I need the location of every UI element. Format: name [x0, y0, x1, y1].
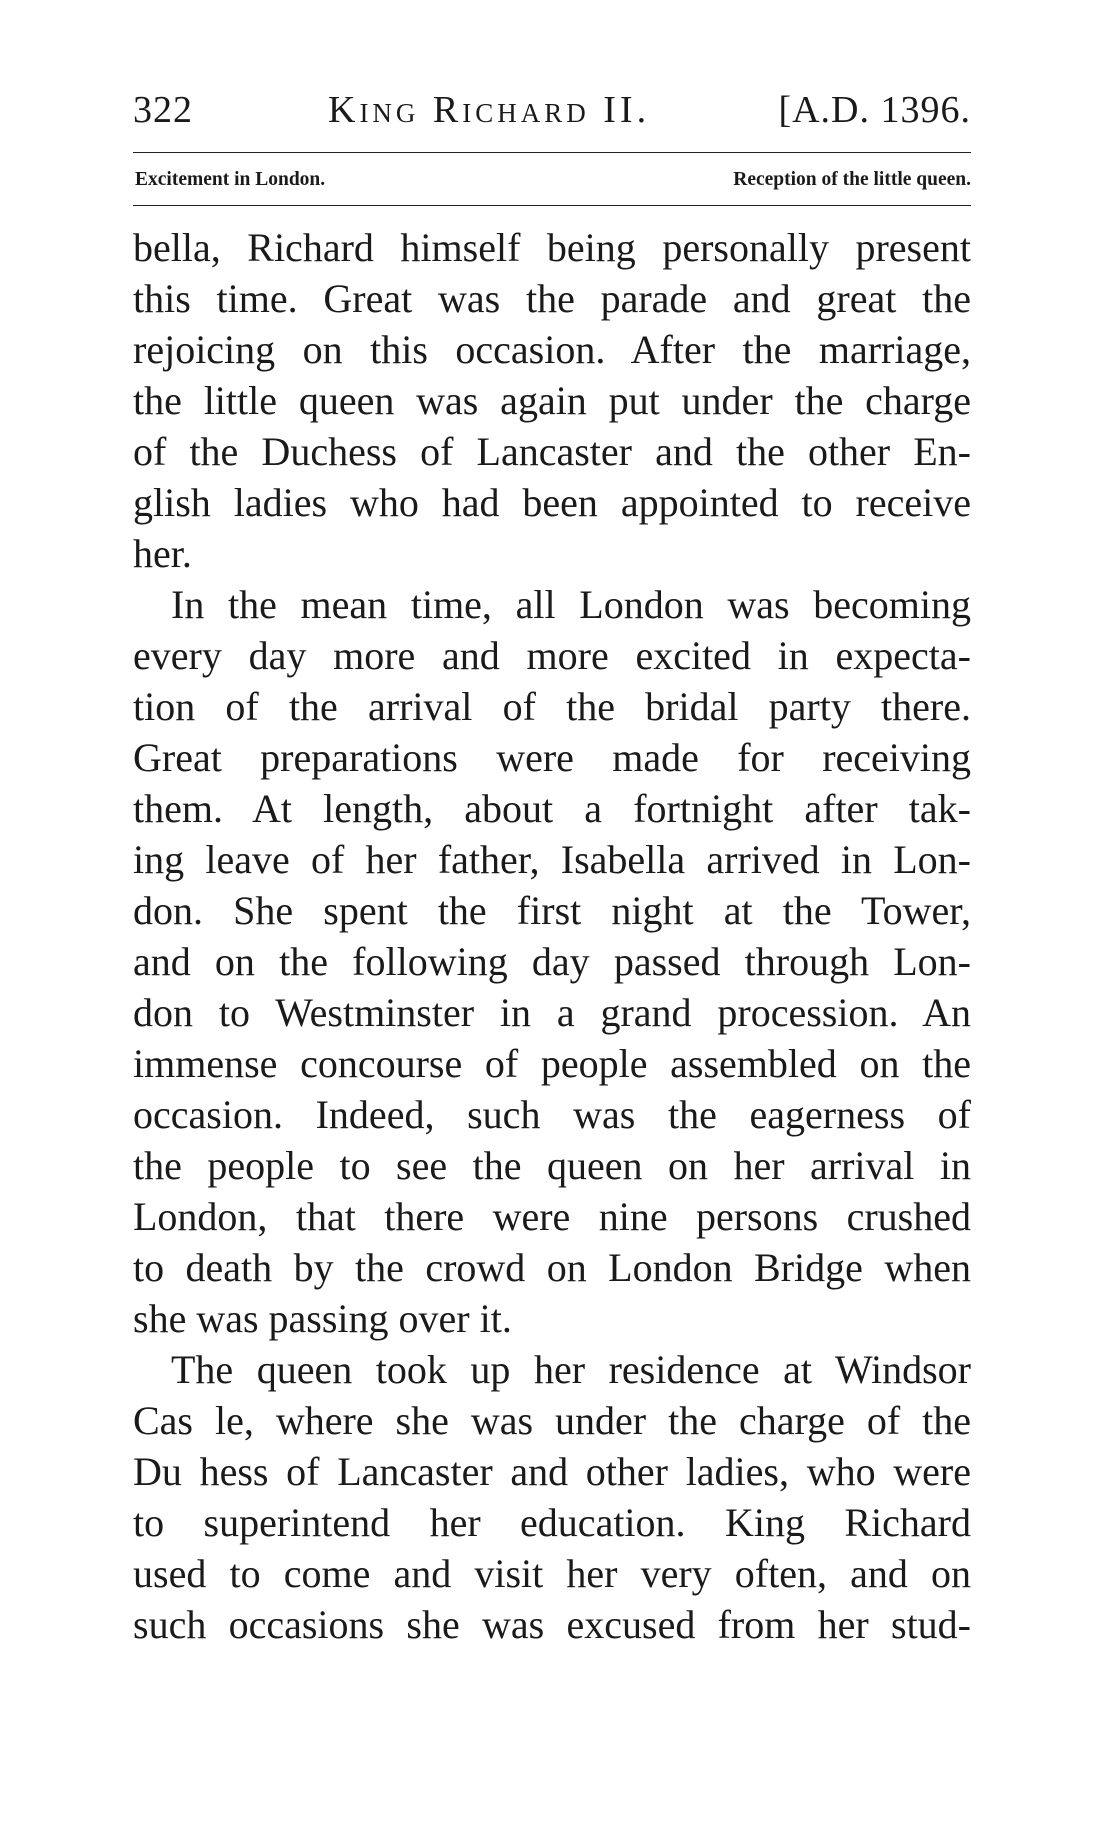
text-line: ing leave of her father, Isabella arrived in Lon-	[133, 837, 971, 882]
text-line: them. At length, about a fortnight after tak-	[133, 786, 971, 831]
header-rule-bottom	[133, 205, 971, 206]
text-line: rejoicing on this occasion. After the marriage,	[133, 327, 971, 372]
text-line: occasion. Indeed, such was the eagerness of	[133, 1092, 971, 1137]
running-date: [A.D. 1396.	[778, 89, 971, 131]
text-line: used to come and visit her very often, and on	[133, 1551, 971, 1596]
text-line: Du hess of Lancaster and other ladies, who were	[133, 1449, 971, 1494]
text-line: this time. Great was the parade and great the	[133, 276, 971, 321]
running-head	[133, 88, 971, 138]
running-title: King Richard II.	[328, 89, 651, 131]
body-text	[133, 222, 971, 1650]
text-line: tion of the arrival of the bridal party there.	[133, 684, 971, 729]
side-headings	[133, 163, 971, 197]
text-line: the people to see the queen on her arrival in	[133, 1143, 971, 1188]
text-line: Great preparations were made for receiving	[133, 735, 971, 780]
text-line: bella, Richard himself being personally present	[133, 225, 971, 270]
text-line: to death by the crowd on London Bridge when	[133, 1245, 971, 1290]
text-line: her.	[133, 531, 192, 576]
page-number: 322	[133, 89, 193, 131]
side-heading-left: Excitement in London.	[135, 169, 326, 190]
text-line: the little queen was again put under the charge	[133, 378, 971, 423]
text-line: of the Duchess of Lancaster and the other En-	[133, 429, 971, 474]
text-line: glish ladies who had been appointed to receive	[133, 480, 971, 525]
text-line: In the mean time, all London was becoming	[171, 582, 971, 627]
side-heading-right: Reception of the little queen.	[733, 169, 971, 190]
text-line: to superintend her education. King Richard	[133, 1500, 971, 1545]
text-line: The queen took up her residence at Windsor	[171, 1347, 971, 1392]
text-line: she was passing over it.	[133, 1296, 512, 1341]
text-line: don. She spent the first night at the Tower,	[133, 888, 971, 933]
text-line: such occasions she was excused from her stud-	[133, 1602, 971, 1647]
text-line: don to Westminster in a grand procession. An	[133, 990, 971, 1035]
header-rule-top	[133, 152, 971, 153]
text-line: London, that there were nine persons crushed	[133, 1194, 971, 1239]
text-line: Cas le, where she was under the charge of the	[133, 1398, 971, 1443]
text-line: immense concourse of people assembled on the	[133, 1041, 971, 1086]
text-line: every day more and more excited in expecta-	[133, 633, 971, 678]
text-line: and on the following day passed through Lon-	[133, 939, 971, 984]
